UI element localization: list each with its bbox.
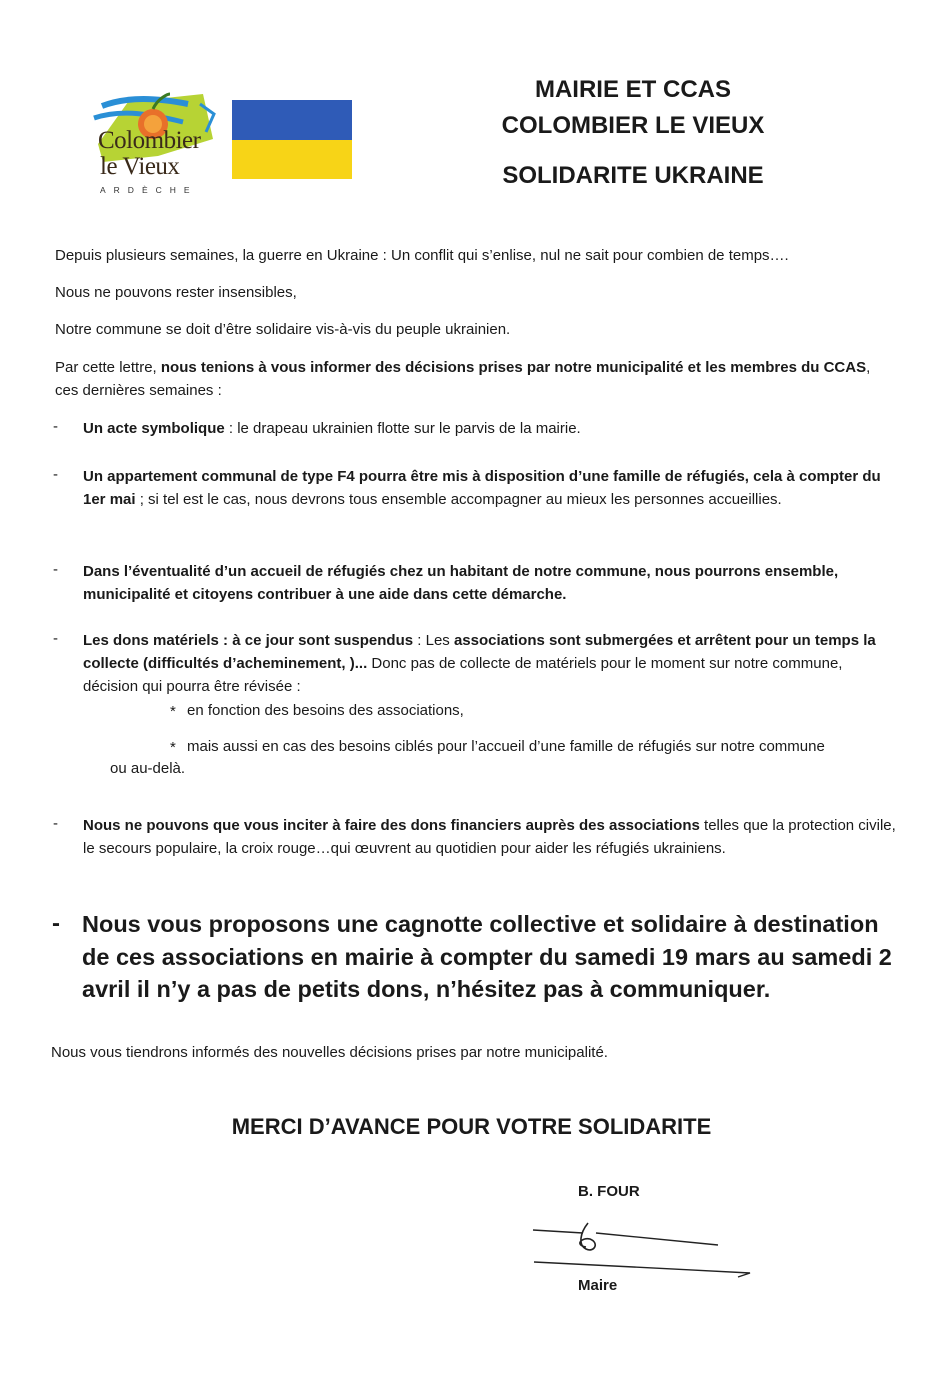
list-item-3	[83, 560, 898, 606]
paragraph-3: Notre commune se doit d’être solidaire vis-à-vis du peuple ukrainien.	[55, 321, 511, 338]
signer-role: Maire	[578, 1277, 618, 1294]
list-item-2	[83, 465, 898, 511]
paragraph-4-bold: nous tenions à vous informer des décisions prises par notre municipalité et les membres du CCAS	[160, 359, 867, 376]
logo-text-line2: le Vieux	[100, 153, 180, 180]
header-line3: SOLIDARITE UKRAINE	[502, 162, 764, 189]
signer-name: B. FOUR	[578, 1183, 640, 1200]
list-dash: -	[53, 815, 58, 832]
item-4-bold-1: Les dons matériels : à ce jour sont suspendus	[83, 632, 414, 649]
paragraph-4	[55, 356, 885, 402]
sub-item-1: en fonction des besoins des associations,	[187, 702, 464, 719]
item-2-bold: Un appartement communal de type F4 pourra être mis à disposition d’une famille de réfugiés, cela à compter du 1er mai	[83, 468, 881, 508]
paragraph-4-text-c: , ces dernières semaines :	[55, 359, 871, 399]
item-5-text: telles que la protection civile, le secours populaire, la croix rouge…qui œuvrent au quotidien pour aider les réfugiés ukrainiens.	[83, 817, 896, 857]
header-line1: MAIRIE ET CCAS	[534, 76, 731, 103]
sub-bullet: *	[170, 739, 176, 756]
flag-yellow-band	[232, 140, 352, 179]
thanks-heading: MERCI D’AVANCE POUR VOTRE SOLIDARITE	[231, 1114, 712, 1139]
paragraph-1: Depuis plusieurs semaines, la guerre en Ukraine : Un conflit qui s’enlise, nul ne sait pour combien de temps….	[55, 247, 789, 264]
logo-text-line1: Colombier	[98, 127, 201, 154]
flag-blue-band	[232, 100, 352, 140]
colombier-logo	[88, 84, 218, 204]
closing-line: Nous vous tiendrons informés des nouvelles décisions prises par notre municipalité.	[51, 1044, 608, 1061]
list-dash: -	[53, 466, 58, 483]
signature-icon	[528, 1215, 758, 1285]
list-item-4	[83, 629, 898, 698]
list-dash: -	[53, 418, 58, 435]
list-dash-large: -	[52, 910, 60, 937]
list-dash: -	[53, 630, 58, 647]
item-4-text-1: : Les	[413, 632, 454, 649]
item-3-bold: Dans l’éventualité d’un accueil de réfugiés chez un habitant de notre commune, nous pourrons ensemble, municipalité et citoyens contribuer à une aide dans cette démarche.	[83, 563, 839, 603]
logo-text-line3: ARDÈCHE	[100, 185, 198, 195]
paragraph-2: Nous ne pouvons rester insensibles,	[55, 284, 297, 301]
header-line2: COLOMBIER LE VIEUX	[501, 112, 765, 139]
item-1-bold: Un acte symbolique	[83, 420, 225, 437]
sub-item-2: mais aussi en cas des besoins ciblés pour l’accueil d’une famille de réfugiés sur notre commune	[187, 738, 825, 755]
item-2-text: ; si tel est le cas, nous devrons tous ensemble accompagner au mieux les personnes accueillies.	[135, 491, 782, 508]
list-item-1	[83, 417, 898, 440]
item-4-text-2: Donc pas de collecte de matériels pour le moment sur notre commune, décision qui pourra être révisée :	[83, 655, 843, 695]
sub-bullet: *	[170, 703, 176, 720]
ukraine-flag	[232, 100, 352, 179]
paragraph-4-text-a: Par cette lettre,	[55, 359, 161, 376]
sub-item-2-cont: ou au-delà.	[110, 760, 186, 777]
list-item-5	[83, 814, 903, 860]
cagnotte-announcement: Nous vous proposons une cagnotte collective et solidaire à destination de ces associations en mairie à compter du samedi 19 mars au samedi 2 avril il n’y a pas de petits dons, n’hésitez pas à communiquer.	[82, 911, 892, 1002]
list-dash: -	[53, 561, 58, 578]
item-4-bold-2: associations sont submergées et arrêtent pour un temps la collecte (difficultés d’acheminement, )...	[83, 632, 876, 672]
item-1-text: : le drapeau ukrainien flotte sur le parvis de la mairie.	[224, 420, 581, 437]
item-5-bold: Nous ne pouvons que vous inciter à faire des dons financiers auprès des associations	[83, 817, 700, 834]
